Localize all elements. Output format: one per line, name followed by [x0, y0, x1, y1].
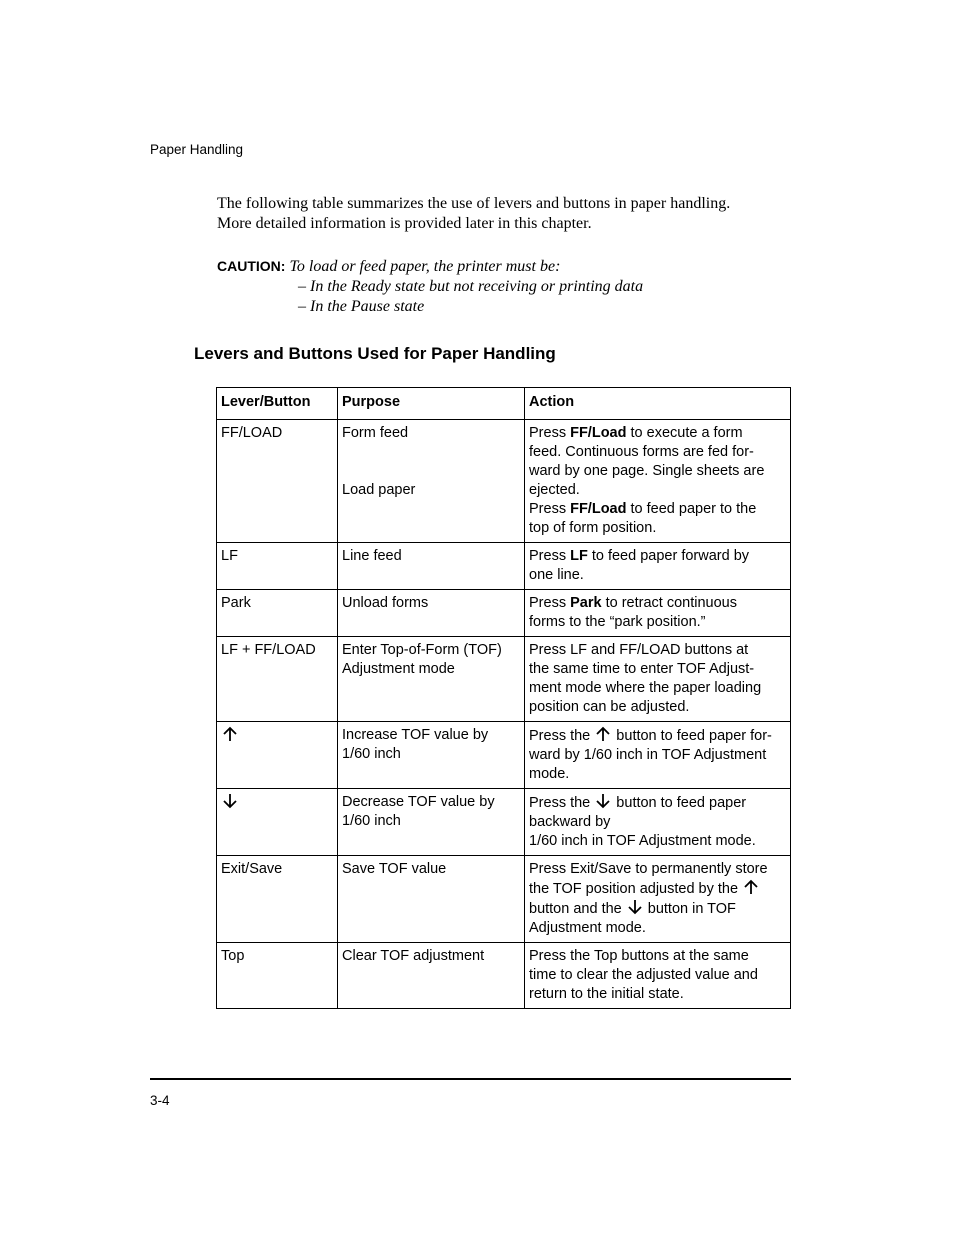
purpose-text: 1/60 inch	[342, 813, 401, 829]
purpose-text: Save TOF value	[342, 861, 447, 877]
action-text: Adjustment mode.	[529, 920, 646, 936]
up-arrow-icon	[596, 726, 610, 742]
lever-label: Park	[221, 595, 251, 611]
action-cell	[525, 722, 791, 789]
purpose-cell	[338, 722, 525, 789]
lever-cell	[217, 637, 338, 722]
caution-label: CAUTION:	[217, 258, 286, 274]
lever-cell	[217, 856, 338, 943]
table-row	[217, 856, 791, 943]
purpose-cell	[338, 420, 525, 543]
down-arrow-icon	[628, 899, 642, 915]
lever-cell	[217, 789, 338, 856]
action-text: Press the	[529, 728, 595, 744]
column-header-action: Action	[525, 388, 791, 420]
column-header-lever: Lever/Button	[217, 388, 338, 420]
action-text: Press	[529, 501, 571, 517]
purpose-cell	[338, 637, 525, 722]
intro-paragraph	[217, 194, 797, 234]
action-cell	[525, 590, 791, 637]
page-number: 3-4	[150, 1093, 170, 1108]
action-text: return to the initial state.	[529, 986, 684, 1002]
lever-cell	[217, 943, 338, 1009]
action-text: Press the Top buttons at the same	[529, 948, 749, 964]
intro-line-2: More detailed information is provided later in this chapter.	[217, 215, 592, 232]
action-text: Press LF and FF/LOAD buttons at	[529, 642, 749, 658]
action-text: mode.	[529, 766, 570, 782]
caution-item: – In the Ready state but not receiving or printing data	[298, 278, 644, 295]
purpose-text: Unload forms	[342, 595, 429, 611]
action-text: Press the	[529, 795, 595, 811]
lever-cell	[217, 722, 338, 789]
up-arrow-icon	[744, 879, 758, 895]
action-text: 1/60 inch in TOF Adjustment mode.	[529, 833, 756, 849]
purpose-text: Load paper	[342, 482, 416, 498]
lever-label: Top	[221, 948, 245, 964]
lever-cell	[217, 420, 338, 543]
table-row	[217, 789, 791, 856]
purpose-text: Decrease TOF value by	[342, 794, 495, 810]
column-header-purpose: Purpose	[338, 388, 525, 420]
lever-label: Exit/Save	[221, 861, 283, 877]
action-text: to execute a form	[626, 425, 743, 441]
section-heading: Levers and Buttons Used for Paper Handling	[194, 344, 556, 363]
action-text: to feed paper to the	[626, 501, 757, 517]
lever-cell	[217, 543, 338, 590]
up-arrow-icon	[223, 726, 237, 742]
action-text: top of form position.	[529, 520, 657, 536]
button-name: Park	[570, 595, 602, 611]
action-cell	[525, 543, 791, 590]
action-text: ment mode where the paper loading	[529, 680, 762, 696]
purpose-text: Adjustment mode	[342, 661, 455, 677]
action-text: Press Exit/Save to permanently store	[529, 861, 768, 877]
action-text: ward by 1/60 inch in TOF Adjustment	[529, 747, 767, 763]
running-header: Paper Handling	[150, 142, 244, 157]
action-text: time to clear the adjusted value and	[529, 967, 758, 983]
caution-item: – In the Pause state	[298, 298, 425, 315]
action-text: forms to the “park position.”	[529, 614, 706, 630]
action-cell	[525, 420, 791, 543]
action-cell	[525, 856, 791, 943]
button-name: LF	[570, 548, 588, 564]
action-text: button and the	[529, 901, 626, 917]
lever-label: LF + FF/LOAD	[221, 642, 316, 658]
button-name: FF/Load	[570, 425, 627, 441]
purpose-text: Increase TOF value by	[342, 727, 489, 743]
action-text: Press	[529, 548, 571, 564]
down-arrow-icon	[596, 793, 610, 809]
action-text: feed. Continuous forms are fed for-	[529, 444, 754, 460]
action-text: one line.	[529, 567, 584, 583]
lever-cell	[217, 590, 338, 637]
purpose-cell	[338, 856, 525, 943]
caution-lead: To load or feed paper, the printer must be:	[289, 258, 561, 275]
action-text: ward by one page. Single sheets are	[529, 463, 765, 479]
purpose-cell	[338, 590, 525, 637]
table-row	[217, 543, 791, 590]
action-cell	[525, 943, 791, 1009]
action-text: backward by	[529, 814, 611, 830]
lever-label: FF/LOAD	[221, 425, 283, 441]
action-text: to retract continuous	[601, 595, 737, 611]
purpose-text: Enter Top-of-Form (TOF)	[342, 642, 502, 658]
action-text: button to feed paper for-	[612, 728, 772, 744]
action-text: position can be adjusted.	[529, 699, 690, 715]
purpose-text: Line feed	[342, 548, 402, 564]
action-text: button to feed paper	[612, 795, 747, 811]
table-header-row	[217, 388, 791, 420]
down-arrow-icon	[223, 793, 237, 809]
action-cell	[525, 789, 791, 856]
table-row	[217, 722, 791, 789]
action-text: ejected.	[529, 482, 580, 498]
action-text: to feed paper forward by	[587, 548, 750, 564]
purpose-cell	[338, 943, 525, 1009]
action-text: the same time to enter TOF Adjust-	[529, 661, 755, 677]
intro-line-1: The following table summarizes the use of levers and buttons in paper handling.	[217, 195, 731, 212]
table-row	[217, 637, 791, 722]
purpose-text: Form feed	[342, 425, 409, 441]
paper-handling-table	[216, 387, 791, 1009]
action-text: the TOF position adjusted by the	[529, 881, 743, 897]
action-text: Press	[529, 595, 571, 611]
table-row	[217, 943, 791, 1009]
footer-rule	[150, 1078, 791, 1080]
purpose-text: Clear TOF adjustment	[342, 948, 485, 964]
lever-label: LF	[221, 548, 238, 564]
action-cell	[525, 637, 791, 722]
caution-block	[217, 256, 797, 317]
action-text: button in TOF	[643, 901, 736, 917]
purpose-text: 1/60 inch	[342, 746, 401, 762]
action-text: Press	[529, 425, 571, 441]
button-name: FF/Load	[570, 501, 627, 517]
purpose-cell	[338, 543, 525, 590]
purpose-cell	[338, 789, 525, 856]
table-row	[217, 590, 791, 637]
table-row	[217, 420, 791, 543]
